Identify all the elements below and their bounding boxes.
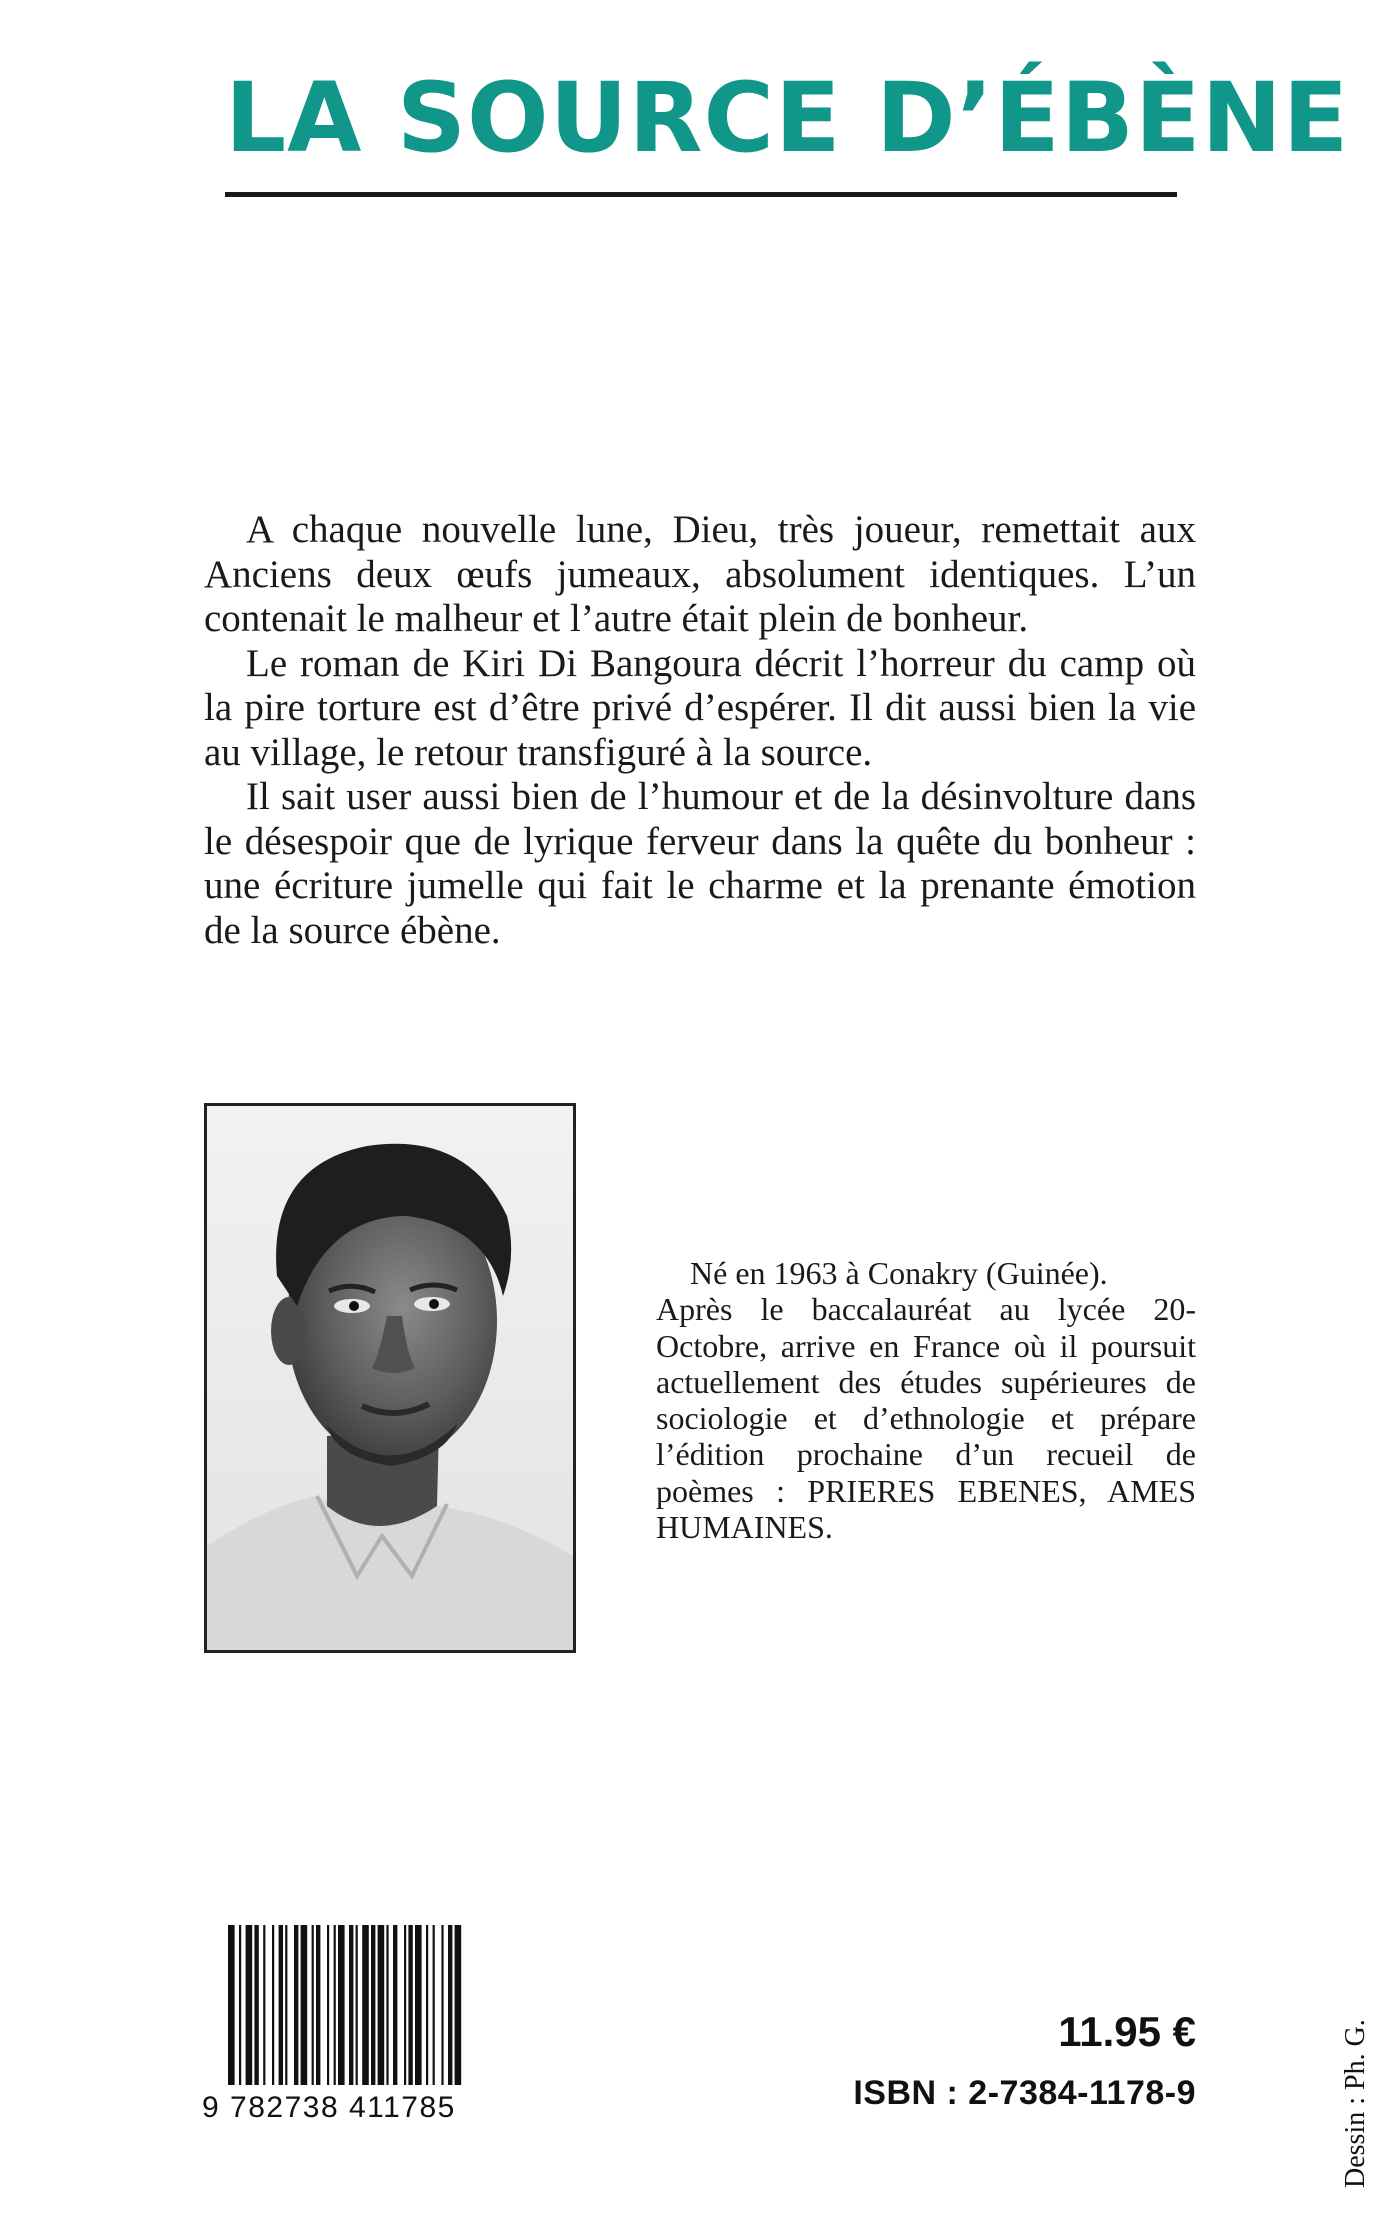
barcode-bar <box>386 1925 388 2085</box>
barcode-bar <box>254 1925 258 2085</box>
author-photo <box>204 1103 576 1653</box>
title-divider <box>225 192 1177 197</box>
price: 11.95 € <box>1058 2008 1196 2055</box>
barcode-bar <box>393 1925 397 2085</box>
barcode-bar <box>334 1925 336 2085</box>
author-bio <box>656 1255 1196 1545</box>
barcode-bar <box>378 1925 385 2085</box>
synopsis-paragraph-3: Il sait user aussi bien de l’humour et de la désinvolture dans le désespoir que de lyrique ferveur dans la quête du bonheur : une écriture jumelle qui fait le charme et la prenante émotion de la source ébène. <box>204 775 1196 952</box>
barcode-bar <box>349 1925 353 2085</box>
barcode-bar <box>433 1925 435 2085</box>
synopsis-paragraph-1: A chaque nouvelle lune, Dieu, très joueur, remettait aux Anciens deux œufs jumeaux, absolument identiques. L’un contenait le malheur et l’autre était plein de bonheur. <box>204 508 1196 640</box>
barcode-bar <box>362 1925 369 2085</box>
barcode-bar <box>455 1925 462 2085</box>
author-bio-text: Après le baccalauréat au lycée 20-Octobre, arrive en France où il poursuit actuellement des études supérieures de sociologie et d’ethnologie et prépare l’édition prochaine d’un recueil de poèmes : PRIERES EBENES, AMES HUMAINES. <box>656 1291 1196 1546</box>
barcode-bar <box>404 1925 406 2085</box>
barcode <box>228 1925 526 2085</box>
barcode-bar <box>448 1925 452 2085</box>
barcode-digits: 9 782738 411785 <box>202 2091 456 2124</box>
barcode-bar <box>371 1925 375 2085</box>
synopsis <box>204 508 1196 953</box>
barcode-bar <box>228 1925 235 2085</box>
author-bio-first-line: Né en 1963 à Conakry (Guinée). <box>690 1255 1108 1291</box>
barcode-bar <box>327 1925 329 2085</box>
barcode-bar <box>285 1925 287 2085</box>
barcode-bar <box>415 1925 422 2085</box>
barcode-bar <box>408 1925 412 2085</box>
book-title: LA SOURCE D’ÉBÈNE <box>225 62 1350 174</box>
barcode-bar <box>279 1925 283 2085</box>
barcode-bar <box>239 1925 241 2085</box>
barcode-bar <box>312 1925 314 2085</box>
barcode-bar <box>426 1925 428 2085</box>
barcode-bar <box>301 1925 308 2085</box>
barcode-bar <box>441 1925 443 2085</box>
barcode-bar <box>263 1925 265 2085</box>
barcode-bar <box>294 1925 298 2085</box>
illustration-credit: Dessin : Ph. G. <box>1340 2019 1371 2188</box>
barcode-bar <box>338 1925 345 2085</box>
synopsis-paragraph-2: Le roman de Kiri Di Bangoura décrit l’horreur du camp où la pire torture est d’être privé d’espérer. Il dit aussi bien la vie au village, le retour transfiguré à la source. <box>204 641 1196 774</box>
isbn: ISBN : 2-7384-1178-9 <box>853 2074 1196 2112</box>
barcode-bar <box>272 1925 274 2085</box>
barcode-bar <box>246 1925 253 2085</box>
barcode-bar <box>316 1925 320 2085</box>
barcode-bar <box>356 1925 358 2085</box>
